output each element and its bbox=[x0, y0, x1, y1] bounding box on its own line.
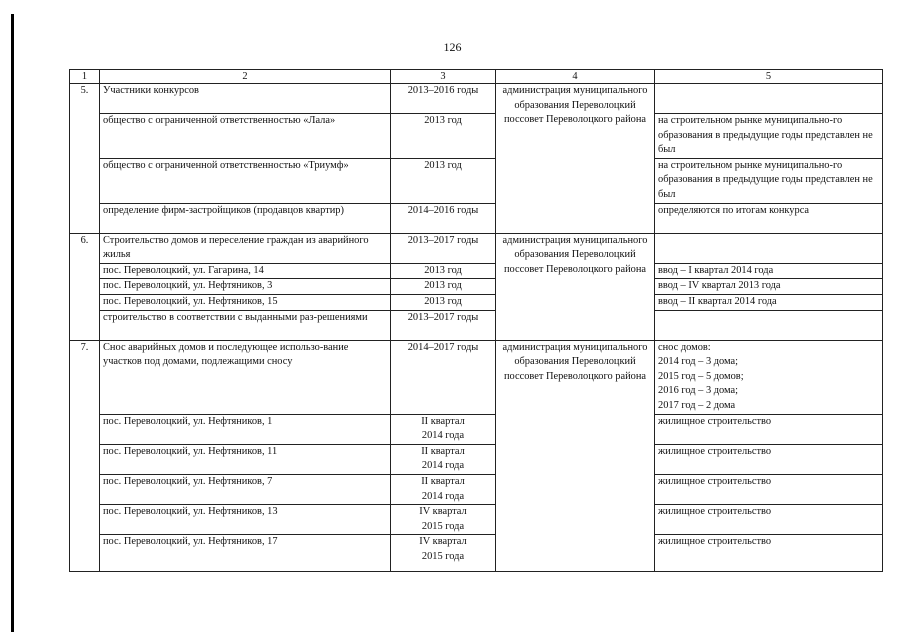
measure-title: Снос аварийных домов и последующее использо-вание участков под домами, подлежащими сносу bbox=[100, 340, 391, 414]
measure-note: на строительном рынке муниципально-го образования в предыдущие годы представлен не был bbox=[655, 158, 883, 203]
table-row bbox=[70, 203, 883, 233]
table-row bbox=[70, 505, 883, 535]
table-row bbox=[70, 444, 883, 474]
measure-note: жилищное строительство bbox=[655, 414, 883, 444]
measure-period: 2013 год bbox=[391, 294, 496, 310]
note-line: снос домов: bbox=[658, 341, 711, 353]
measure-period: 2013–2017 годы bbox=[391, 233, 496, 263]
measure-note bbox=[655, 233, 883, 263]
measure-note bbox=[655, 84, 883, 114]
measure-item: пос. Переволоцкий, ул. Нефтяников, 1 bbox=[100, 414, 391, 444]
table-row bbox=[70, 294, 883, 310]
period-line: IV квартал bbox=[419, 506, 467, 518]
table-row bbox=[70, 263, 883, 279]
measure-note bbox=[655, 340, 883, 414]
measure-item: пос. Переволоцкий, ул. Нефтяников, 15 bbox=[100, 294, 391, 310]
table-row bbox=[70, 158, 883, 203]
responsible-executor: администрация муниципального образования Переволоцкий поссовет Переволоцкого района bbox=[496, 233, 655, 340]
table-row bbox=[70, 233, 883, 263]
measure-period bbox=[391, 444, 496, 474]
page-number: 126 bbox=[443, 40, 462, 54]
measure-note: жилищное строительство bbox=[655, 444, 883, 474]
note-line: 2017 год – 2 дома bbox=[658, 399, 736, 411]
responsible-executor: администрация муниципального образования Переволоцкий поссовет Переволоцкого района bbox=[496, 340, 655, 572]
measure-period: 2013 год bbox=[391, 263, 496, 279]
note-line: 2016 год – 3 дома; bbox=[658, 385, 739, 397]
period-line: 2015 года bbox=[421, 520, 465, 532]
measure-item: пос. Переволоцкий, ул. Гагарина, 14 bbox=[100, 263, 391, 279]
measure-item: общество с ограниченной ответственностью «Триумф» bbox=[100, 158, 391, 203]
row-number: 7. bbox=[70, 340, 100, 572]
period-line: IV квартал bbox=[419, 536, 467, 548]
measure-period: 2014–2016 годы bbox=[391, 203, 496, 233]
table-row bbox=[70, 84, 883, 114]
measure-item: пос. Переволоцкий, ул. Нефтяников, 17 bbox=[100, 535, 391, 572]
header-row bbox=[70, 70, 883, 84]
measure-title: Участники конкурсов bbox=[100, 84, 391, 114]
note-line: 2014 год – 3 дома; bbox=[658, 356, 739, 368]
header-col-4: 4 bbox=[496, 70, 655, 84]
measure-period: 2013 год bbox=[391, 158, 496, 203]
measure-note: ввод – II квартал 2014 года bbox=[655, 294, 883, 310]
table-row bbox=[70, 114, 883, 159]
measure-item: пос. Переволоцкий, ул. Нефтяников, 3 bbox=[100, 279, 391, 295]
period-line: II квартал bbox=[421, 445, 465, 457]
measure-item: определение фирм-застройщиков (продавцов квартир) bbox=[100, 203, 391, 233]
header-col-2: 2 bbox=[100, 70, 391, 84]
measure-period bbox=[391, 474, 496, 504]
measure-note: жилищное строительство bbox=[655, 505, 883, 535]
program-table bbox=[69, 69, 883, 572]
header-col-5: 5 bbox=[655, 70, 883, 84]
row-number: 5. bbox=[70, 84, 100, 234]
measure-period bbox=[391, 414, 496, 444]
table-row bbox=[70, 310, 883, 340]
measure-note bbox=[655, 310, 883, 340]
header-col-3: 3 bbox=[391, 70, 496, 84]
row-number: 6. bbox=[70, 233, 100, 340]
measure-period bbox=[391, 535, 496, 572]
period-line: 2014 года bbox=[421, 430, 465, 442]
table-row bbox=[70, 535, 883, 572]
measure-item: строительство в соответствии с выданными раз-решениями bbox=[100, 310, 391, 340]
header-col-1: 1 bbox=[70, 70, 100, 84]
measure-note: жилищное строительство bbox=[655, 474, 883, 504]
responsible-executor: администрация муниципального образования Переволоцкий поссовет Переволоцкого района bbox=[496, 84, 655, 234]
period-line: 2015 года bbox=[421, 550, 465, 562]
note-line: 2015 год – 5 домов; bbox=[658, 370, 744, 382]
period-line: II квартал bbox=[421, 475, 465, 487]
measure-note: ввод – I квартал 2014 года bbox=[655, 263, 883, 279]
measure-item: пос. Переволоцкий, ул. Нефтяников, 13 bbox=[100, 505, 391, 535]
measure-note: определяются по итогам конкурса bbox=[655, 203, 883, 233]
scan-left-edge bbox=[11, 14, 14, 632]
measure-note: ввод – IV квартал 2013 года bbox=[655, 279, 883, 295]
table-row bbox=[70, 279, 883, 295]
table-row bbox=[70, 340, 883, 414]
measure-note: жилищное строительство bbox=[655, 535, 883, 572]
measure-period: 2013 год bbox=[391, 114, 496, 159]
measure-period: 2013 год bbox=[391, 279, 496, 295]
measure-item: пос. Переволоцкий, ул. Нефтяников, 11 bbox=[100, 444, 391, 474]
period-line: 2014 года bbox=[421, 460, 465, 472]
measure-item: общество с ограниченной ответственностью «Лала» bbox=[100, 114, 391, 159]
period-line: II квартал bbox=[421, 415, 465, 427]
measure-period bbox=[391, 505, 496, 535]
measure-period: 2014–2017 годы bbox=[391, 340, 496, 414]
measure-note: на строительном рынке муниципально-го образования в предыдущие годы представлен не был bbox=[655, 114, 883, 159]
measure-period: 2013–2017 годы bbox=[391, 310, 496, 340]
table-row bbox=[70, 414, 883, 444]
measure-period: 2013–2016 годы bbox=[391, 84, 496, 114]
measure-title: Строительство домов и переселение граждан из аварийного жилья bbox=[100, 233, 391, 263]
table-row bbox=[70, 474, 883, 504]
measure-item: пос. Переволоцкий, ул. Нефтяников, 7 bbox=[100, 474, 391, 504]
period-line: 2014 года bbox=[421, 490, 465, 502]
